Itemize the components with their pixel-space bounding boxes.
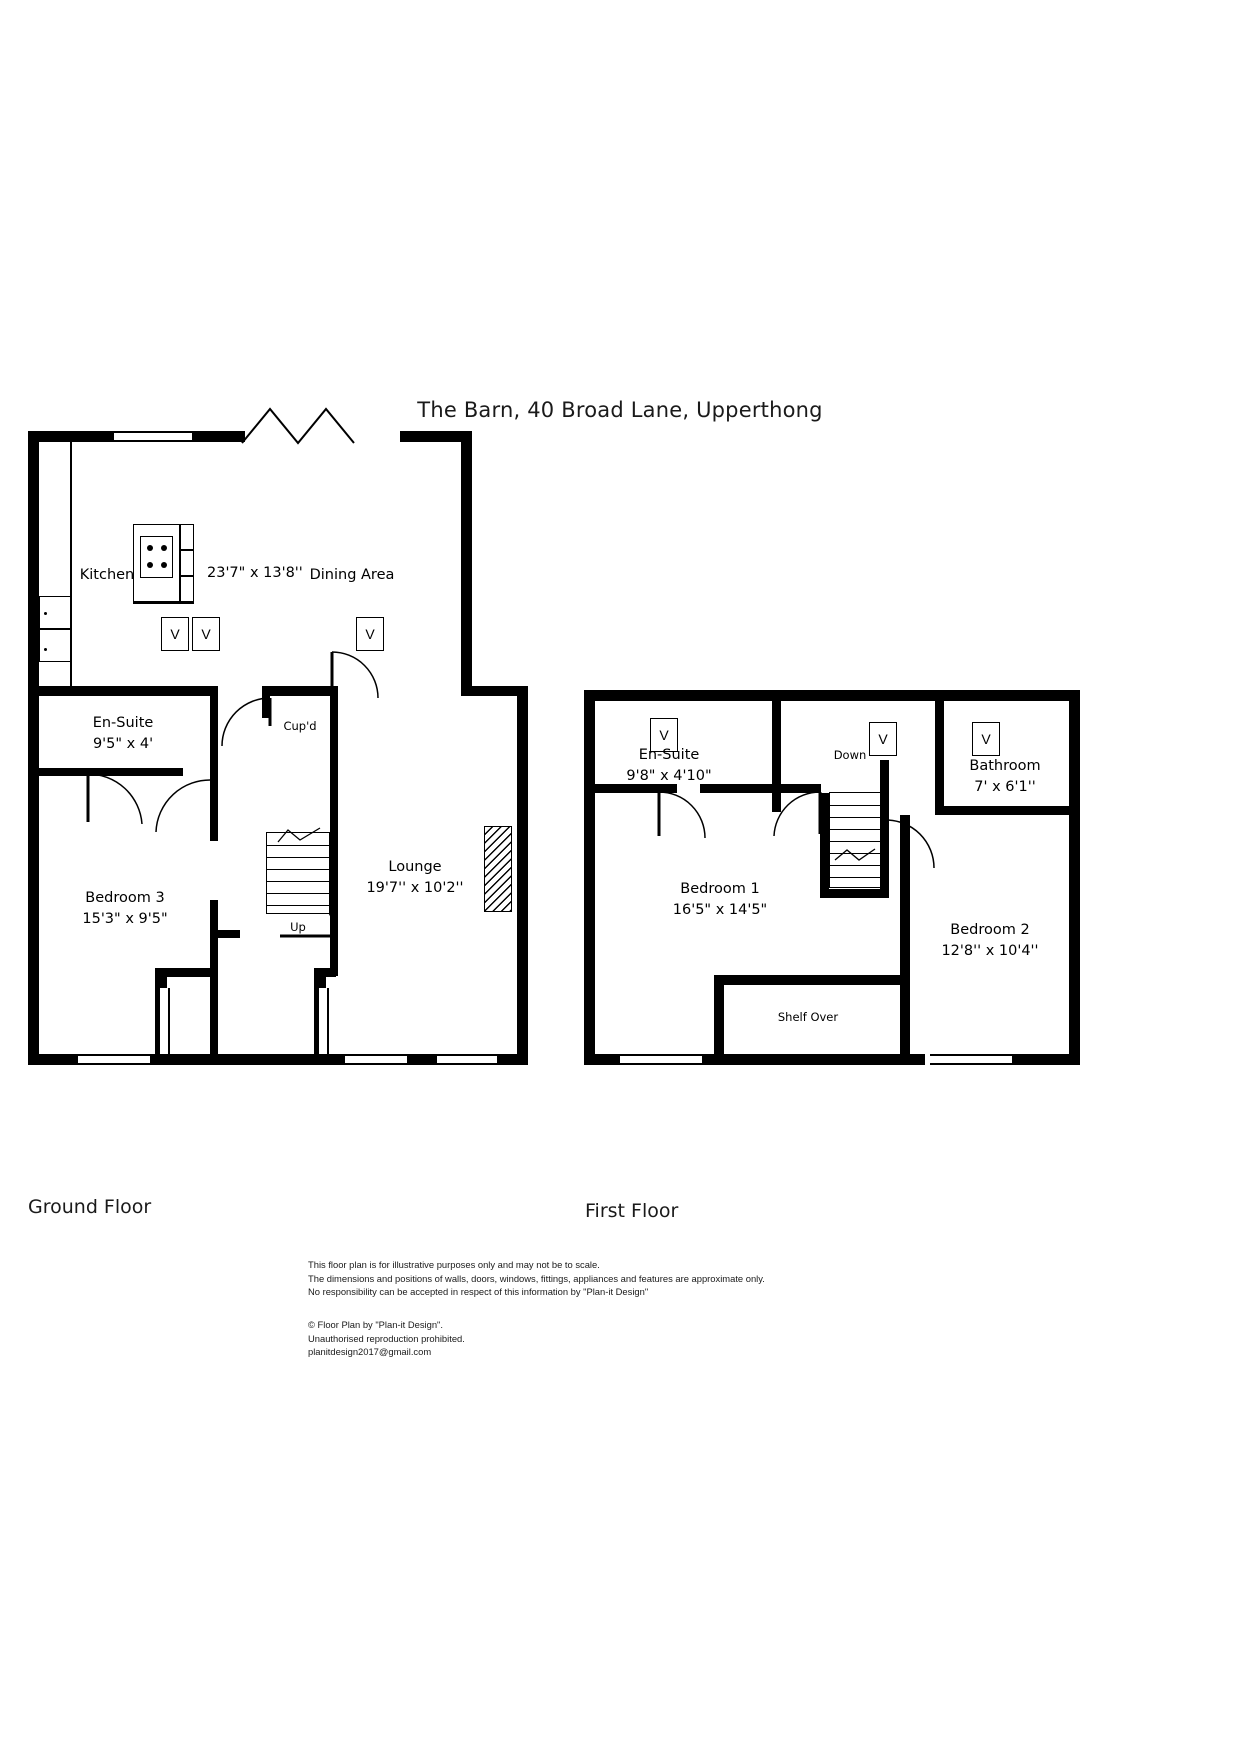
disclaimer-line-3: No responsibility can be accepted in respect of this information by "Plan-it Design": [308, 1286, 649, 1298]
staircase-first: [829, 792, 881, 888]
wall-first-top: [584, 690, 1080, 701]
label-stairs-down: Down: [833, 748, 867, 762]
reproduction-line: Unauthorised reproduction prohibited.: [308, 1332, 465, 1344]
copyright-line: © Floor Plan by "Plan-it Design".: [308, 1319, 443, 1330]
room-label-bathroom: [940, 756, 1070, 798]
wall-bedroom3-right: [210, 900, 218, 1065]
door-arc-bedroom1: [768, 790, 824, 840]
wall-hall-bottom-left: [210, 930, 240, 938]
door-arc-lounge-hall: [330, 650, 398, 702]
ensuite-first-name: En-Suite: [638, 747, 700, 763]
label-shelf-over: Shelf Over: [777, 1010, 839, 1024]
bedroom1-name: Bedroom 1: [680, 881, 760, 897]
staircase-ground: [266, 832, 330, 914]
bedroom3-dimensions: 15'3" x 9'5": [82, 911, 168, 928]
ensuite-ground-dimensions: 9'5" x 4': [92, 736, 154, 753]
wall-ground-mid-horizontal-left: [28, 686, 218, 696]
ground-floor-label: Ground Floor: [28, 1196, 152, 1218]
window-kitchen-top: [114, 431, 192, 442]
kitchen-counter-edge: [133, 602, 194, 604]
dining-name: Dining Area: [309, 567, 395, 583]
wall-first-bottom-right: [1010, 1054, 1080, 1065]
wall-shelf-right: [900, 975, 910, 1065]
door-arc-ensuite-first: [655, 790, 715, 842]
first-floor-label: First Floor: [585, 1200, 679, 1222]
bedroom1-dimensions: 16'5" x 14'5": [672, 902, 768, 919]
window-lounge-bottom-1: [345, 1054, 407, 1065]
door-panel-entrance-right: [317, 988, 329, 1054]
fitting-left-lower: [39, 629, 71, 662]
vent-icon-ground-3: V: [356, 617, 384, 651]
room-label-dining: [307, 565, 397, 586]
vent-icon-ground-1: V: [161, 617, 189, 651]
window-lounge-bottom-2: [437, 1054, 497, 1065]
window-bedroom3-bottom: [78, 1054, 150, 1065]
stair-direction-arrow-down: [833, 846, 877, 864]
hatched-panel-lounge: [484, 826, 512, 912]
bedroom2-dimensions: 12'8'' x 10'4'': [941, 943, 1039, 960]
wall-stairwell-bottom: [820, 889, 889, 898]
room-label-lounge: [345, 857, 485, 899]
kitchen-unit-right-3: [180, 576, 194, 602]
wall-first-right: [1069, 690, 1080, 1065]
door-arc-cupboard: [216, 696, 272, 752]
label-cupboard: Cup'd: [283, 719, 317, 733]
wall-shelf-left: [714, 975, 724, 1065]
wall-ground-right-lower: [517, 686, 528, 1065]
hob-burner-4: [161, 562, 167, 568]
kitchen-unit-right-2: [180, 550, 194, 576]
page-title: The Barn, 40 Broad Lane, Upperthong: [417, 398, 823, 422]
wall-entrance-lintel-right: [314, 968, 336, 977]
wall-ground-left: [28, 431, 39, 1065]
roof-zigzag: [240, 405, 360, 445]
bedroom3-name: Bedroom 3: [85, 890, 165, 906]
kitchen-unit-right-1: [180, 524, 194, 550]
door-arc-ensuite: [86, 772, 148, 828]
hob-burner-2: [161, 545, 167, 551]
vent-icon-ground-2: V: [192, 617, 220, 651]
window-bedroom2-bottom: [930, 1054, 1012, 1065]
disclaimer-line-1: This floor plan is for illustrative purposes only and may not be to scale.: [308, 1259, 600, 1270]
wall-bathroom-bottom: [935, 806, 1070, 815]
wall-kitchen-vertical-divider: [70, 442, 72, 686]
disclaimer-line-2: The dimensions and positions of walls, doors, windows, fittings, appliances and features are approximate only.: [308, 1272, 765, 1284]
door-arc-bedroom3: [152, 776, 216, 836]
kitchen-name: Kitchen: [79, 567, 135, 583]
room-label-ensuite-first: [599, 745, 739, 787]
vent-icon-first-3: V: [972, 722, 1000, 756]
door-arc-bedroom2: [884, 818, 942, 870]
lounge-name: Lounge: [388, 859, 442, 875]
wall-first-bottom-mid: [700, 1054, 925, 1065]
wall-first-left: [584, 690, 595, 1065]
fitting-dot-upper: [44, 612, 47, 615]
contact-email: planitdesign2017@gmail.com: [308, 1346, 432, 1358]
label-stairs-up: Up: [290, 920, 306, 934]
wall-ground-top-left: [28, 431, 116, 442]
copyright-block: [308, 1318, 465, 1359]
door-panel-entrance-left: [158, 988, 170, 1054]
ensuite-ground-name: En-Suite: [92, 715, 154, 731]
room-label-bedroom2: [920, 920, 1060, 962]
room-label-bedroom3: [55, 888, 195, 930]
vent-icon-first-2: V: [869, 722, 897, 756]
wall-shelf-top: [714, 975, 910, 985]
room-label-bedroom1: [650, 879, 790, 921]
fitting-dot-lower: [44, 648, 47, 651]
kitchen-dining-dimension: 23'7" x 13'8'': [207, 565, 303, 581]
vent-icon-first-1: V: [650, 718, 678, 752]
window-bedroom1-bottom: [620, 1054, 702, 1065]
room-label-ensuite-ground: [53, 713, 193, 755]
stair-direction-arrow-up: [276, 826, 324, 844]
lounge-dimensions: 19'7'' x 10'2'': [366, 880, 464, 897]
wall-ground-top-mid: [190, 431, 245, 442]
bathroom-name: Bathroom: [969, 758, 1041, 774]
hob-burner-1: [147, 545, 153, 551]
wall-ground-mid-horizontal-right: [262, 686, 330, 696]
wall-ground-right-upper: [461, 431, 472, 695]
ensuite-first-dimensions: 9'8" x 4'10": [626, 768, 712, 785]
bathroom-dimensions: 7' x 6'1'': [974, 779, 1036, 796]
wall-entrance-lintel-left: [155, 968, 215, 977]
bedroom2-name: Bedroom 2: [950, 922, 1030, 938]
disclaimer-block: [308, 1258, 765, 1299]
room-label-kitchen: [62, 565, 152, 586]
